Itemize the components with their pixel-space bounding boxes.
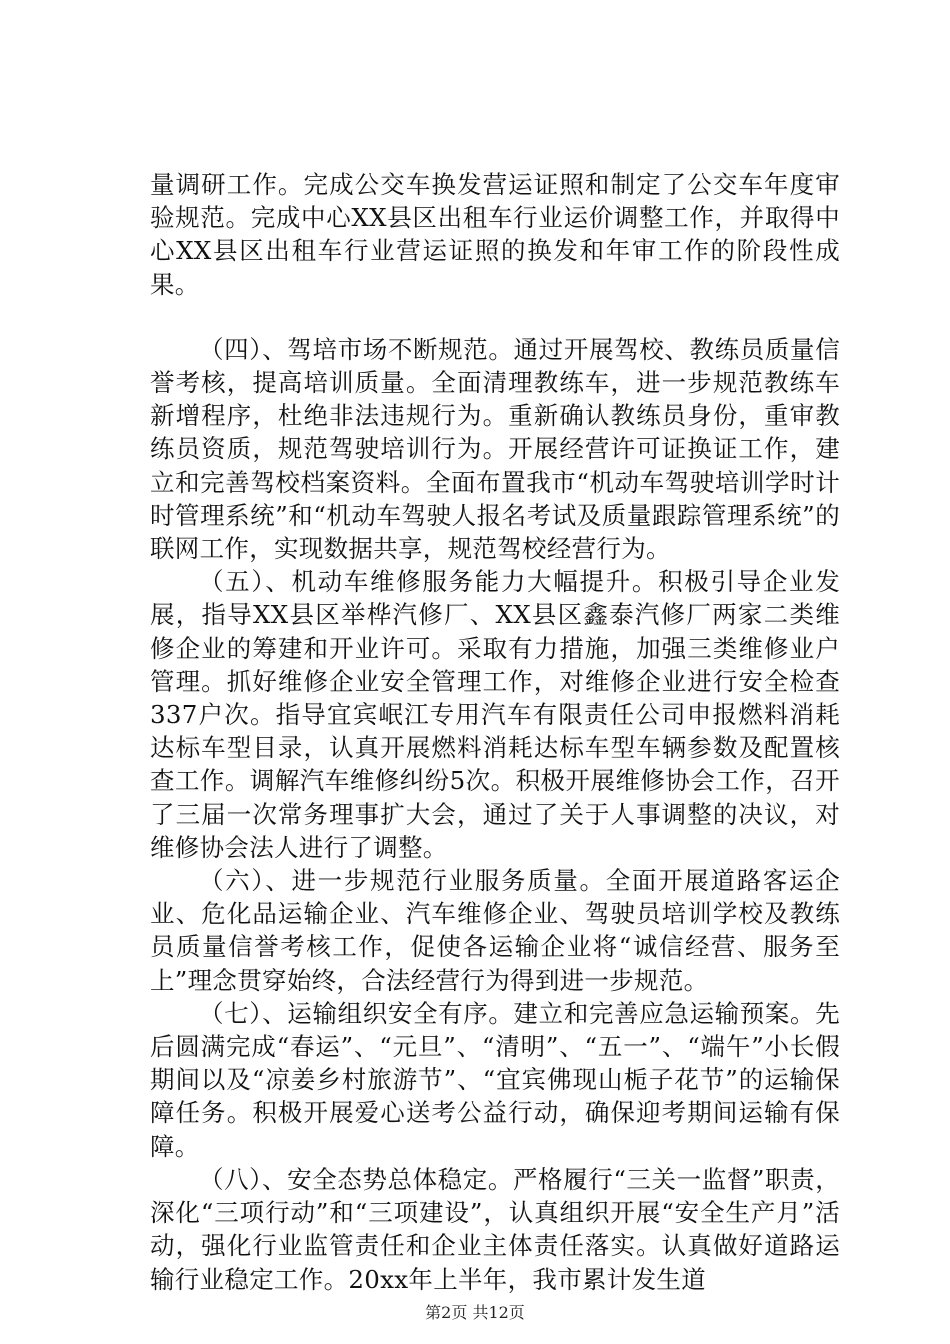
paragraph-section-6: （六）、进一步规范行业服务质量。全面开展道路客运企业、危化品运输企业、汽车维修企业、驾驶员培训学校及教练员质量信誉考核工作，促使各运输企业将“诚信经营、服务至上”理念贯穿始终，合法经营行为得到进一步规范。 xyxy=(150,866,840,995)
paragraph-section-5: （五）、机动车维修服务能力大幅提升。积极引导企业发展，指导XX县区举桦汽修厂、XX县区鑫泰汽修厂两家二类维修企业的筹建和开业许可。采取有力措施，加强三类维修业户管理。抓好维修企业安全管理工作，对维修企业进行安全检查337户次。指导宜宾岷江专用汽车有限责任公司申报燃料消耗达标车型目录，认真开展燃料消耗达标车型车辆参数及配置核查工作。调解汽车维修纠纷5次。积极开展维修协会工作，召开了三届一次常务理事扩大会，通过了关于人事调整的决议，对维修协会法人进行了调整。 xyxy=(150,567,840,862)
paragraph-section-8: （八）、安全态势总体稳定。严格履行“三关一监督”职责，深化“三项行动”和“三项建设”，认真组织开展“安全生产月”活动，强化行业监管责任和企业主体责任落实。认真做好道路运输行业稳定工作。20xx年上半年，我市累计发生道 xyxy=(150,1164,840,1294)
paragraph-section-7: （七）、运输组织安全有序。建立和完善应急运输预案。先后圆满完成“春运”、“元旦”、“清明”、“五一”、“端午”小长假期间以及“凉姜乡村旅游节”、“宜宾佛现山栀子花节”的运输保障任务。积极开展爱心送考公益行动，确保迎考期间运输有保障。 xyxy=(150,998,840,1161)
paragraph-section-4: （四）、驾培市场不断规范。通过开展驾校、教练员质量信誉考核，提高培训质量。全面清理教练车，进一步规范教练车新增程序，杜绝非法违规行为。重新确认教练员身份，重审教练员资质，规范驾驶培训行为。开展经营许可证换证工作，建立和完善驾校档案资料。全面布置我市“机动车驾驶培训学时计时管理系统”和“机动车驾驶人报名考试及质量跟踪管理系统”的联网工作，实现数据共享，规范驾校经营行为。 xyxy=(150,334,841,564)
paragraph-continuation: 量调研工作。完成公交车换发营运证照和制定了公交车年度审验规范。完成中心XX县区出租车行业运价调整工作，并取得中心XX县区出租车行业营运证照的换发和年审工作的阶段性成果。 xyxy=(150,170,840,299)
page-number-footer: 第2页 共12页 xyxy=(425,1303,525,1322)
document-body xyxy=(150,168,840,1296)
